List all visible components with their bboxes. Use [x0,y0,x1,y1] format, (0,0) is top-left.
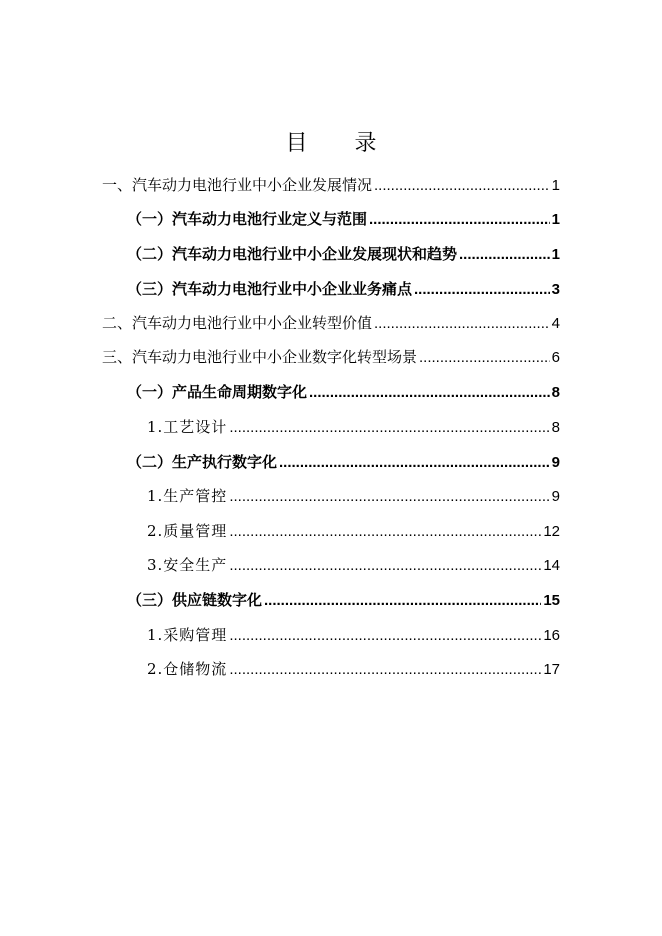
toc-leader-dots [459,242,550,268]
toc-entry-chapter-2[interactable] [102,310,560,336]
toc-entry-section-1-3[interactable] [127,276,560,302]
toc-leader-dots [369,207,550,233]
toc-page-number: 4 [551,315,560,332]
toc-page-number: 8 [551,419,560,436]
toc-page-number: 1 [551,246,560,263]
toc-leader-dots [229,519,541,545]
toc-entry-section-3-1[interactable] [127,379,560,405]
toc-entry-label: 三、汽车动力电池行业中小企业数字化转型场景 [102,348,418,366]
toc-leader-dots [374,173,550,199]
toc-page-number: 9 [551,454,560,471]
toc-page-number: 6 [551,349,560,366]
toc-page-number: 1 [551,211,560,228]
toc-leader-dots [419,345,550,371]
toc-page-number: 14 [543,557,560,574]
toc-entry-label: （三）汽车动力电池行业中小企业业务痛点 [127,280,413,298]
toc-entry-item-3-3-1[interactable] [147,622,560,648]
toc-entry-label: 1.生产管控 [147,487,228,505]
toc-entry-chapter-1[interactable] [102,172,560,198]
toc-entry-item-3-2-3[interactable] [147,552,560,578]
toc-page-number: 8 [551,384,560,401]
toc-entry-section-3-3[interactable] [127,587,560,613]
toc-entry-label: 二、汽车动力电池行业中小企业转型价值 [102,314,373,332]
toc-leader-dots [229,623,541,649]
toc-entry-label: （一）产品生命周期数字化 [127,383,308,401]
toc-leader-dots [229,553,541,579]
toc-entry-section-1-1[interactable] [127,206,560,232]
toc-entry-label: （三）供应链数字化 [127,591,263,609]
toc-title: 目 录 [285,131,397,156]
toc-entry-label: 2.质量管理 [147,522,228,540]
toc-entry-label: （二）汽车动力电池行业中小企业发展现状和趋势 [127,245,458,263]
toc-leader-dots [229,657,541,683]
toc-entry-item-3-1-1[interactable] [147,414,560,440]
toc-entry-label: 一、汽车动力电池行业中小企业发展情况 [102,176,373,194]
toc-entry-label: 1.工艺设计 [147,418,228,436]
toc-entry-section-3-2[interactable] [127,449,560,475]
toc-leader-dots [309,380,550,406]
toc-leader-dots [229,484,549,510]
toc-entry-section-1-2[interactable] [127,241,560,267]
toc-leader-dots [414,277,550,303]
toc-entry-label: （一）汽车动力电池行业定义与范围 [127,210,368,228]
toc-page-number: 17 [543,661,560,678]
toc-entry-item-3-2-1[interactable] [147,483,560,509]
toc-leader-dots [264,588,541,614]
toc-entry-item-3-3-2[interactable] [147,656,560,682]
toc-entry-label: 2.仓储物流 [147,660,228,678]
toc-entry-label: （二）生产执行数字化 [127,453,278,471]
toc-page-number: 12 [543,523,560,540]
toc-leader-dots [279,450,550,476]
toc-page-number: 3 [551,281,560,298]
toc-page-number: 16 [543,627,560,644]
toc-leader-dots [374,311,550,337]
toc-entry-label: 1.采购管理 [147,626,228,644]
toc-leader-dots [229,415,549,441]
toc-entry-item-3-2-2[interactable] [147,518,560,544]
toc-entry-chapter-3[interactable] [102,344,560,370]
toc-page-number: 1 [551,177,560,194]
toc-page-number: 15 [543,592,560,609]
toc-entry-label: 3.安全生产 [147,556,228,574]
toc-page-number: 9 [551,488,560,505]
